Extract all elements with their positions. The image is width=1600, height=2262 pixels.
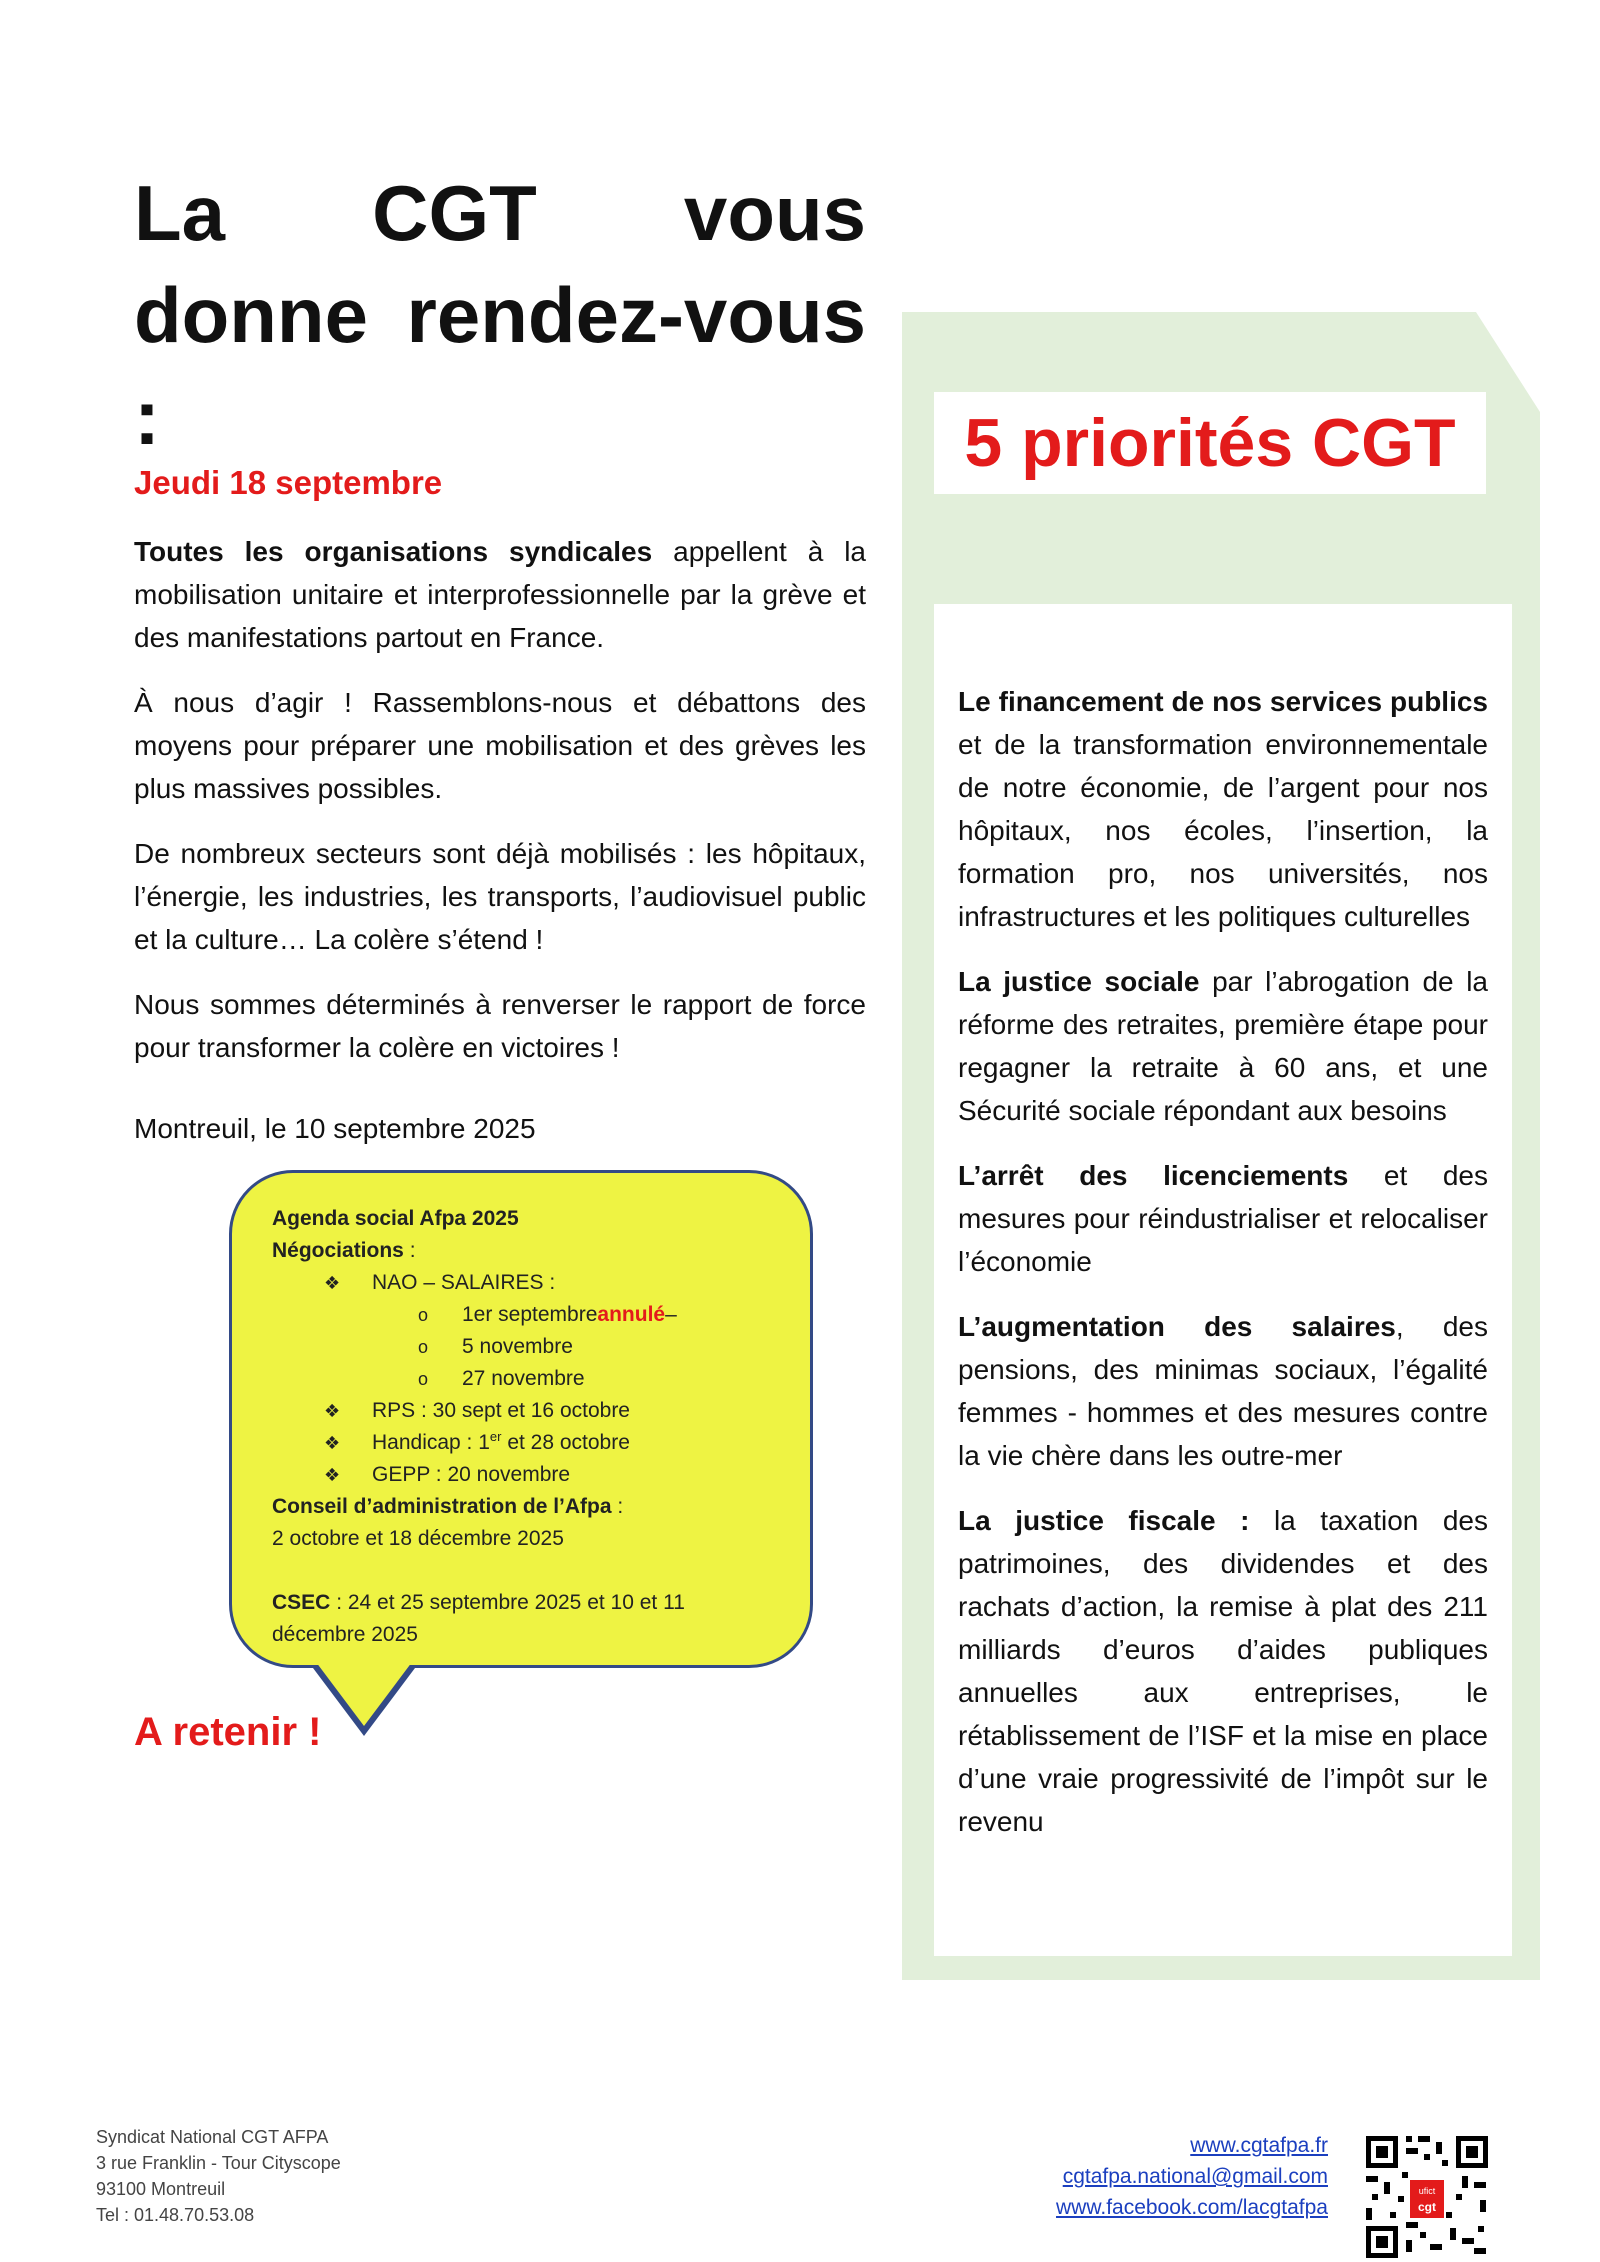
diamond-bullet-icon: ❖ (324, 1401, 341, 1421)
priorities-list (934, 604, 1512, 1956)
svg-text:cgt: cgt (1418, 2200, 1436, 2214)
circle-bullet-icon: o (418, 1369, 429, 1389)
speech-bubble-tail-fill (316, 1662, 412, 1726)
csec-dates: CSEC : 24 et 25 septembre 2025 et 10 et 11 décembre 2025 (272, 1591, 685, 1646)
negotiations-label: Négociations : (272, 1239, 416, 1262)
email-link[interactable]: cgtafpa.national@gmail.com (1062, 2165, 1328, 2188)
nao-date-item: o 1er septembre annulé – (272, 1299, 780, 1331)
page-title: La CGT vous donne rendez-vous : (134, 169, 866, 461)
circle-bullet-icon: o (418, 1337, 429, 1357)
conseil-dates: 2 octobre et 18 décembre 2025 (272, 1527, 564, 1550)
nao-date-item: o 27 novembre (272, 1363, 780, 1395)
retenir-callout: A retenir ! (134, 1710, 322, 1754)
event-date: Jeudi 18 septembre (134, 464, 443, 501)
footer-links (1056, 2130, 1328, 2223)
intro-paragraph-2: À nous d’agir ! Rassemblons-nous et débattons des moyens pour préparer une mobilisation et des grèves les plus massives possibles. (134, 687, 866, 804)
website-link[interactable]: www.cgtafpa.fr (1190, 2134, 1328, 2157)
nao-date-item: o 5 novembre (272, 1331, 780, 1363)
intro-text (134, 530, 866, 1172)
priority-item: La justice sociale par l’abrogation de la réforme des retraites, première étape pour regagner la retraite à 60 ans, et une Sécurité sociale répondant aux besoins (958, 966, 1489, 1126)
circle-bullet-icon: o (418, 1305, 429, 1325)
conseil-label: Conseil d’administration de l’Afpa : (272, 1495, 624, 1518)
priority-item: Le financement de nos services publics et de la transformation environnementale de notre économie, de l’argent pour nos hôpitaux, nos écoles, l’insertion, la formation pro, nos universités, nos infrastructures et les politiques culturelles (958, 686, 1488, 932)
agenda-item-handicap: ❖ Handicap : 1er et 28 octobre (272, 1427, 780, 1459)
priority-item: L’arrêt des licenciements et des mesures pour réindustrialiser et relocaliser l’économie (958, 1160, 1488, 1277)
diamond-bullet-icon: ❖ (324, 1465, 341, 1485)
qr-code-icon[interactable] (1362, 2132, 1492, 2262)
footer-address: Syndicat National CGT AFPA 3 rue Franklin - Tour Cityscope 93100 Montreuil Tel : 01.48.70.53.08 (96, 2127, 341, 2225)
priority-item: L’augmentation des salaires, des pensions, des minimas sociaux, l’égalité femmes - hommes et des mesures contre la vie chère dans les outre-mer (958, 1311, 1488, 1471)
agenda-speech-bubble (229, 1170, 813, 1668)
cancelled-label: annulé (597, 1303, 666, 1326)
agenda-item-gepp: ❖ GEPP : 20 novembre (272, 1459, 780, 1491)
diamond-bullet-icon: ❖ (324, 1433, 341, 1453)
intro-paragraph-4: Nous sommes déterminés à renverser le rapport de force pour transformer la colère en victoires ! (134, 989, 866, 1063)
agenda-item-rps: ❖ RPS : 30 sept et 16 octobre (272, 1395, 780, 1427)
svg-text:ufict: ufict (1418, 2186, 1436, 2196)
agenda-item-nao: ❖ NAO – SALAIRES : (272, 1267, 780, 1299)
priorities-title: 5 priorités CGT (934, 392, 1486, 494)
facebook-link[interactable]: www.facebook.com/lacgtafpa (1056, 2196, 1328, 2219)
diamond-bullet-icon: ❖ (324, 1273, 341, 1293)
intro-paragraph-3: De nombreux secteurs sont déjà mobilisés : les hôpitaux, l’énergie, les industries, les transports, l’audiovisuel public et la culture… La colère s’étend ! (134, 838, 866, 955)
agenda-heading: Agenda social Afpa 2025 (272, 1207, 519, 1230)
intro-paragraph-1: Toutes les organisations syndicales appellent à la mobilisation unitaire et interprofessionnelle par la grève et des manifestations partout en France. (134, 536, 867, 653)
priority-item: La justice fiscale : la taxation des patrimoines, des dividendes et des rachats d’action, la remise à plat des 211 milliards d’euros d’aides publiques annuelles aux entreprises, le rétablissement de l’ISF et la mise en place d’une vraie progressivité de l’impôt sur le revenu (958, 1505, 1489, 1837)
signature: Montreuil, le 10 septembre 2025 (134, 1113, 536, 1144)
